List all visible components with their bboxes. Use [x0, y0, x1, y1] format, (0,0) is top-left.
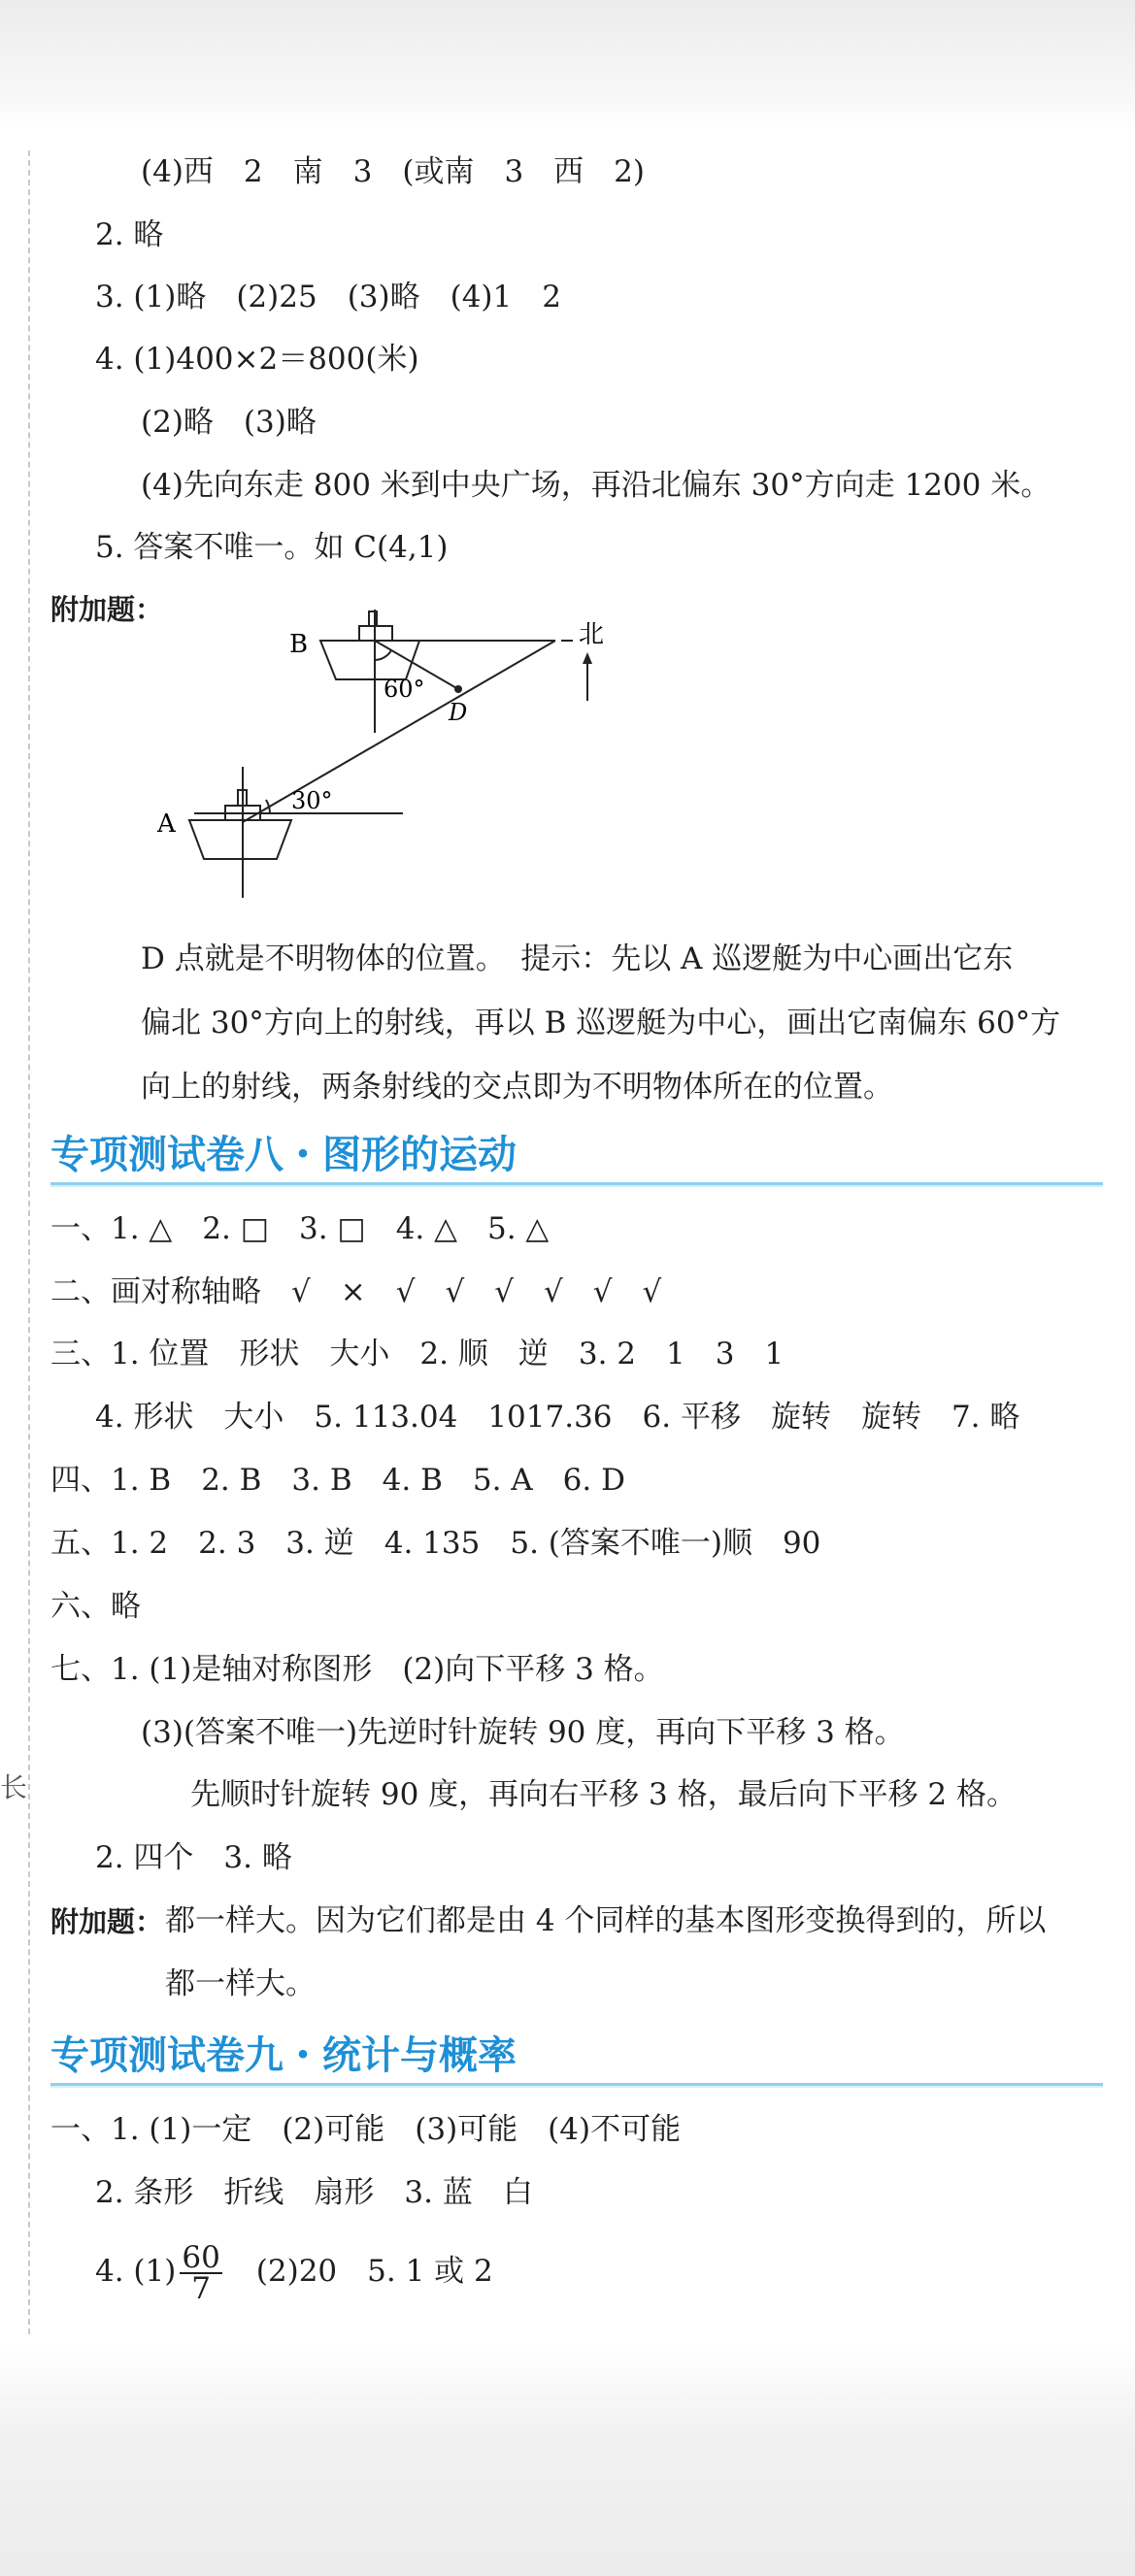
label-B: B [289, 630, 309, 659]
answer-line-fraction [95, 2239, 493, 2306]
answer-line: 一、1. (1)一定 (2)可能 (3)可能 (4)不可能 [50, 2112, 682, 2147]
label-A: A [157, 809, 176, 839]
bonus-label: 附加题： [50, 1905, 164, 1938]
section-title-8: 专项测试卷八・图形的运动 [50, 1133, 517, 1177]
answer-line: 4. 形状 大小 5. 113.04 1017.36 6. 平移 旋转 旋转 7. 略 [95, 1400, 1020, 1435]
label-D: D [449, 699, 468, 726]
answer-line: 一、1. △ 2. □ 3. □ 4. △ 5. △ [50, 1211, 550, 1246]
section-rule [50, 1182, 1103, 1187]
edge-character: 长 [0, 1771, 28, 1803]
answer-line: 4. (1)400×2＝800(米) [95, 342, 419, 377]
angle-arc-30 [266, 800, 270, 813]
fraction-numerator: 60 [182, 2239, 220, 2275]
north-arrow-head [583, 652, 592, 664]
answer-line: 都一样大。 [165, 1966, 316, 2001]
point-D [454, 685, 462, 693]
section-rule [50, 2083, 1103, 2088]
answer-line: 2. 条形 折线 扇形 3. 蓝 白 [95, 2175, 533, 2210]
boat-position-diagram [146, 582, 651, 922]
bonus-label: 附加题： [50, 593, 164, 626]
page-top-shadow [0, 0, 1135, 131]
answer-line: 5. 答案不唯一。如 C(4,1) [95, 530, 449, 565]
angle-arc-60 [375, 650, 391, 660]
angle-label-60: 60° [384, 676, 425, 703]
answer-line: 先顺时针旋转 90 度，再向右平移 3 格，最后向下平移 2 格。 [190, 1777, 1018, 1812]
answer-prefix: 4. (1) [95, 2254, 177, 2289]
page-bottom-shadow [0, 2344, 1135, 2576]
answer-line: (2)略 (3)略 [141, 405, 317, 440]
answer-line: 3. (1)略 (2)25 (3)略 (4)1 2 [95, 280, 561, 314]
answer-line: 偏北 30°方向上的射线，再以 B 巡逻艇为中心，画出它南偏东 60°方 [141, 1006, 1061, 1040]
answer-line: 二、画对称轴略 √ × √ √ √ √ √ √ [50, 1274, 662, 1309]
answer-line: 向上的射线，两条射线的交点即为不明物体所在的位置。 [141, 1070, 893, 1105]
boat-A-hull [189, 820, 291, 859]
fraction [180, 2239, 221, 2306]
answer-line: D 点就是不明物体的位置。 提示：先以 A 巡逻艇为中心画出它东 [141, 941, 1014, 976]
answer-line: 都一样大。因为它们都是由 4 个同样的基本图形变换得到的，所以 [165, 1903, 1047, 1938]
answer-line: 三、1. 位置 形状 大小 2. 顺 逆 3. 2 1 3 1 [50, 1337, 784, 1371]
ray-A-to-D [243, 641, 555, 822]
boat-B-hull [320, 641, 419, 679]
label-north: 北 [579, 620, 605, 649]
fraction-denominator: 7 [191, 2270, 211, 2306]
answer-suffix: (2)20 5. 1 或 2 [225, 2254, 493, 2289]
answer-line: 五、1. 2 2. 3 3. 逆 4. 135 5. (答案不唯一)顺 90 [50, 1526, 821, 1561]
angle-label-30: 30° [291, 787, 333, 814]
answer-line: 四、1. B 2. B 3. B 4. B 5. A 6. D [50, 1463, 625, 1498]
section-title-9: 专项测试卷九・统计与概率 [50, 2033, 517, 2078]
answer-line: 2. 四个 3. 略 [95, 1840, 292, 1875]
binding-margin-line [28, 150, 30, 2334]
answer-line: (3)(答案不唯一)先逆时针旋转 90 度，再向下平移 3 格。 [141, 1715, 905, 1750]
answer-line: 六、略 [50, 1589, 141, 1624]
answer-line: (4)西 2 南 3 (或南 3 西 2) [141, 154, 645, 189]
answer-line: 七、1. (1)是轴对称图形 (2)向下平移 3 格。 [50, 1652, 664, 1687]
answer-line: (4)先向东走 800 米到中央广场，再沿北偏东 30°方向走 1200 米。 [141, 468, 1052, 503]
answer-line: 2. 略 [95, 217, 164, 252]
